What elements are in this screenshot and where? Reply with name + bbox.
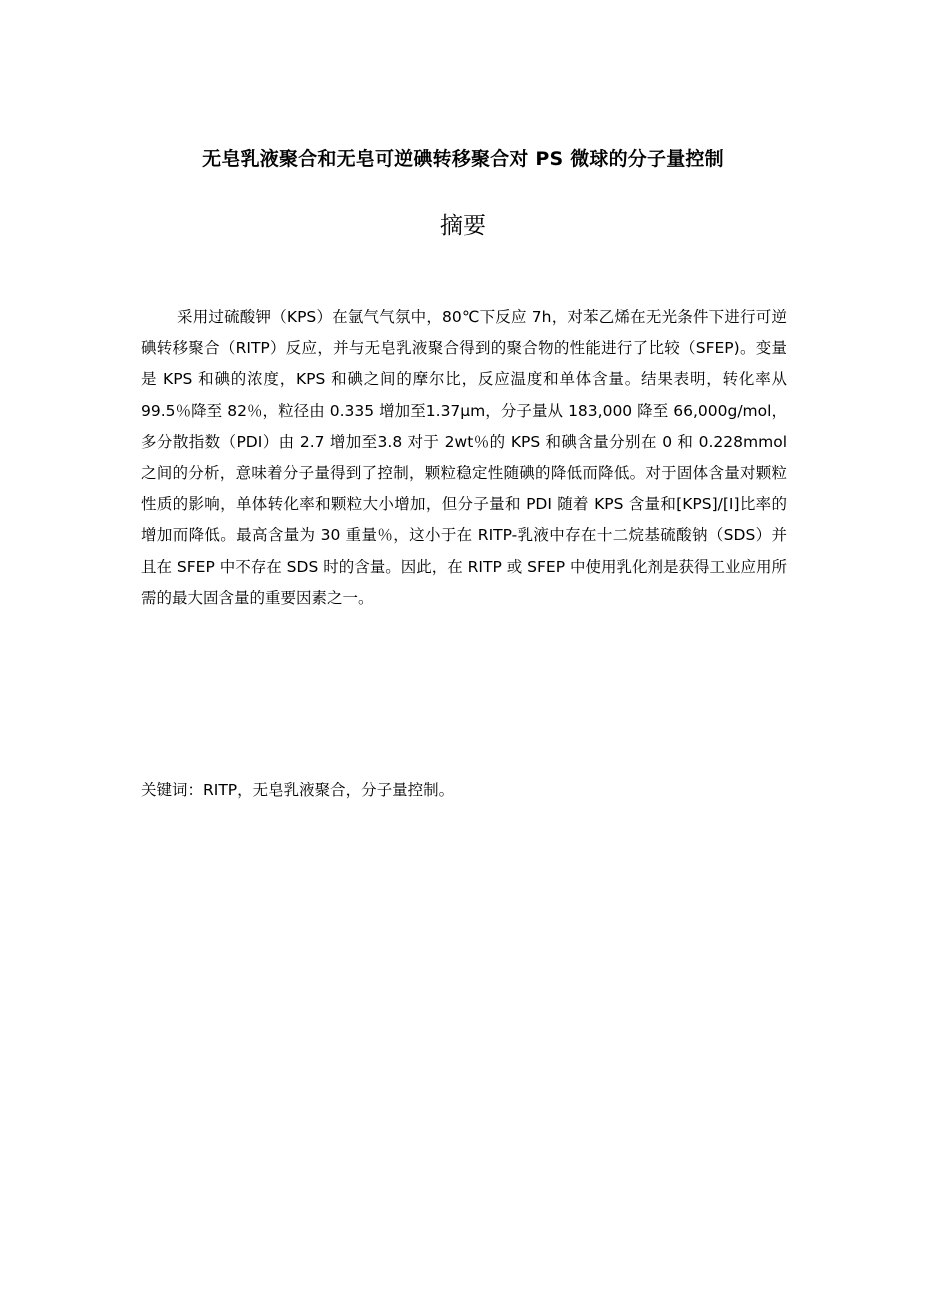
keywords-line: 关键词：RITP，无皂乳液聚合，分子量控制。	[141, 781, 455, 799]
document-title: 无皂乳液聚合和无皂可逆碘转移聚合对 PS 微球的分子量控制	[202, 148, 724, 170]
abstract-paragraph: 采用过硫酸钾（KPS）在氩气气氛中，80℃下反应 7h，对苯乙烯在无光条件下进行可逆碘转移聚合（RITP）反应，并与无皂乳液聚合得到的聚合物的性能进行了比较（SFEP)。变量是 KPS 和碘的浓度，KPS 和碘之间的摩尔比，反应温度和单体含量。结果表明，转化率从 99.5％降至 82％，粒径由 0.335 增加至1.37μm，分子量从 183,000 降至 66,000g/mol，多分散指数（PDI）由 2.7 增加至3.8 对于 2wt％的 KPS 和碘含量分别在 0 和 0.228mmol 之间的分析，意味着分子量得到了控制，颗粒稳定性随碘的降低而降低。对于固体含量对颗粒性质的影响，单体转化率和颗粒大小增加，但分子量和 PDI 随着 KPS 含量和[KPS]/[I]比率的增加而降低。最高含量为 30 重量％，这小于在 RITP-乳液中存在十二烷基硫酸钠（SDS）并且在 SFEP 中不存在 SDS 时的含量。因此，在 RITP 或 SFEP 中使用乳化剂是获得工业应用所需的最大固含量的重要因素之一。	[141, 308, 787, 607]
abstract-heading: 摘要	[440, 213, 486, 239]
